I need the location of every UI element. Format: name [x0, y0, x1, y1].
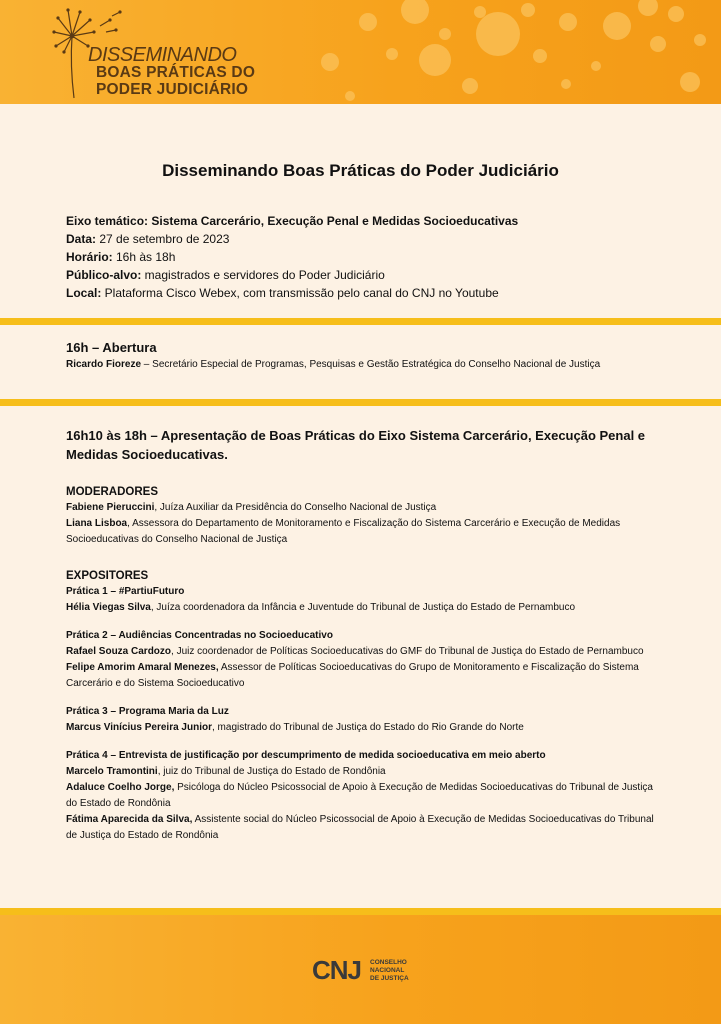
info-value: 27 de setembro de 2023	[96, 232, 230, 246]
person-desc: , juiz do Tribunal de Justiça do Estado de Rondônia	[157, 766, 386, 777]
practice-title: Prática 1 – #PartiuFuturo	[66, 586, 185, 597]
divider	[0, 399, 721, 406]
speaker-name: Ricardo Fioreze	[66, 359, 142, 370]
person-name: Marcus Vinícius Pereira Junior	[66, 722, 212, 733]
info-row-eixo	[66, 212, 666, 230]
person-name: Felipe Amorim Amaral Menezes,	[66, 662, 219, 673]
practice-person	[66, 660, 666, 692]
person-name: Rafael Souza Cardozo	[66, 646, 172, 657]
header-banner	[0, 0, 721, 104]
speaker-desc: – Secretário Especial de Programas, Pesquisas e Gestão Estratégica do Conselho Nacional de Justiça	[141, 359, 601, 370]
practice-person	[66, 764, 666, 780]
person-desc: , Juíza Auxiliar da Presidência do Conselho Nacional de Justiça	[154, 502, 437, 513]
practice-person	[66, 644, 666, 660]
person-name: Fátima Aparecida da Silva,	[66, 814, 193, 825]
info-value: 16h às 18h	[112, 250, 176, 264]
cnj-wordmark	[370, 959, 409, 983]
info-row-data	[66, 230, 666, 248]
person-name: Fabiene Pieruccini	[66, 502, 155, 513]
person-desc: Assessor de Políticas Socioeducativas do Grupo de Monitoramento e Fiscalização do Sistema Carcerário e do Sistema Socioeducativo	[66, 662, 639, 689]
moderator	[66, 500, 666, 516]
person-desc: , Juiz coordenador de Políticas Socioeducativas do GMF do Tribunal de Justiça do Estado de Pernambuco	[171, 646, 644, 657]
logo-line-boas-praticas: BOAS PRÁTICAS DO	[96, 64, 256, 81]
info-value: magistrados e servidores do Poder Judiciário	[141, 268, 385, 282]
opening-heading: 16h – Abertura	[66, 340, 157, 355]
info-label: Local:	[66, 286, 102, 300]
cnj-line: CONSELHO	[370, 959, 407, 966]
main-heading: 16h10 às 18h – Apresentação de Boas Práticas do Eixo Sistema Carcerário, Execução Penal e Medidas Socioeducativas.	[66, 428, 646, 462]
person-desc: Psicóloga do Núcleo Psicossocial de Apoio à Execução de Medidas Socioeducativas do Tribunal de Justiça do Estado de Rondônia	[66, 782, 653, 809]
person-desc: , Assessora do Departamento de Monitoramento e Fiscalização do Sistema Carcerário e Execução de Medidas Socioeducativas do Conselho Nacional de Justiça	[66, 518, 621, 545]
moderators-label: MODERADORES	[66, 486, 159, 498]
info-label: Eixo temático: Sistema Carcerário, Execução Penal e Medidas Socioeducativas	[66, 214, 519, 228]
person-name: Marcelo Tramontini	[66, 766, 158, 777]
practice-person	[66, 600, 666, 616]
info-label: Público-alvo:	[66, 268, 142, 282]
logo	[50, 6, 280, 100]
practice-person	[66, 812, 666, 844]
practice-title: Prática 4 – Entrevista de justificação por descumprimento de medida socioeducativa em meio aberto	[66, 750, 546, 761]
person-desc: Assistente social do Núcleo Psicossocial de Apoio à Execução de Medidas Socioeducativas do Tribunal de Justiça do Estado de Rondônia	[66, 814, 654, 841]
event-info	[66, 212, 666, 302]
cnj-logo	[312, 955, 422, 991]
person-name: Adaluce Coelho Jorge,	[66, 782, 175, 793]
page-title: Disseminando Boas Práticas do Poder Judiciário	[162, 161, 559, 180]
opening-speaker	[66, 357, 666, 373]
info-label: Data:	[66, 232, 97, 246]
cnj-line: DE JUSTIÇA	[370, 975, 409, 982]
person-desc: , Juíza coordenadora da Infância e Juventude do Tribunal de Justiça do Estado de Pernambuco	[150, 602, 576, 613]
main-section	[66, 426, 666, 844]
opening-section	[66, 338, 666, 373]
person-name: Hélia Viegas Silva	[66, 602, 151, 613]
info-value: Plataforma Cisco Webex, com transmissão pelo canal do CNJ no Youtube	[101, 286, 499, 300]
logo-line-disseminando: DISSEMINANDO	[88, 44, 237, 66]
practice-person	[66, 720, 666, 736]
cnj-line: NACIONAL	[370, 967, 405, 974]
person-name: Liana Lisboa	[66, 518, 128, 529]
info-label: Horário:	[66, 250, 113, 264]
person-desc: , magistrado do Tribunal de Justiça do Estado do Rio Grande do Norte	[212, 722, 524, 733]
exhibitors-label: EXPOSITORES	[66, 570, 149, 582]
moderator	[66, 516, 666, 548]
divider	[0, 318, 721, 325]
info-row-publico	[66, 266, 666, 284]
logo-line-poder-judiciario: PODER JUDICIÁRIO	[96, 81, 249, 98]
practice-title: Prática 2 – Audiências Concentradas no Socioeducativo	[66, 630, 333, 641]
practice-title: Prática 3 – Programa Maria da Luz	[66, 706, 229, 717]
cnj-mark: CNJ	[312, 955, 362, 985]
info-row-horario	[66, 248, 666, 266]
practice-person	[66, 780, 666, 812]
divider	[0, 908, 721, 915]
info-row-local	[66, 284, 666, 302]
